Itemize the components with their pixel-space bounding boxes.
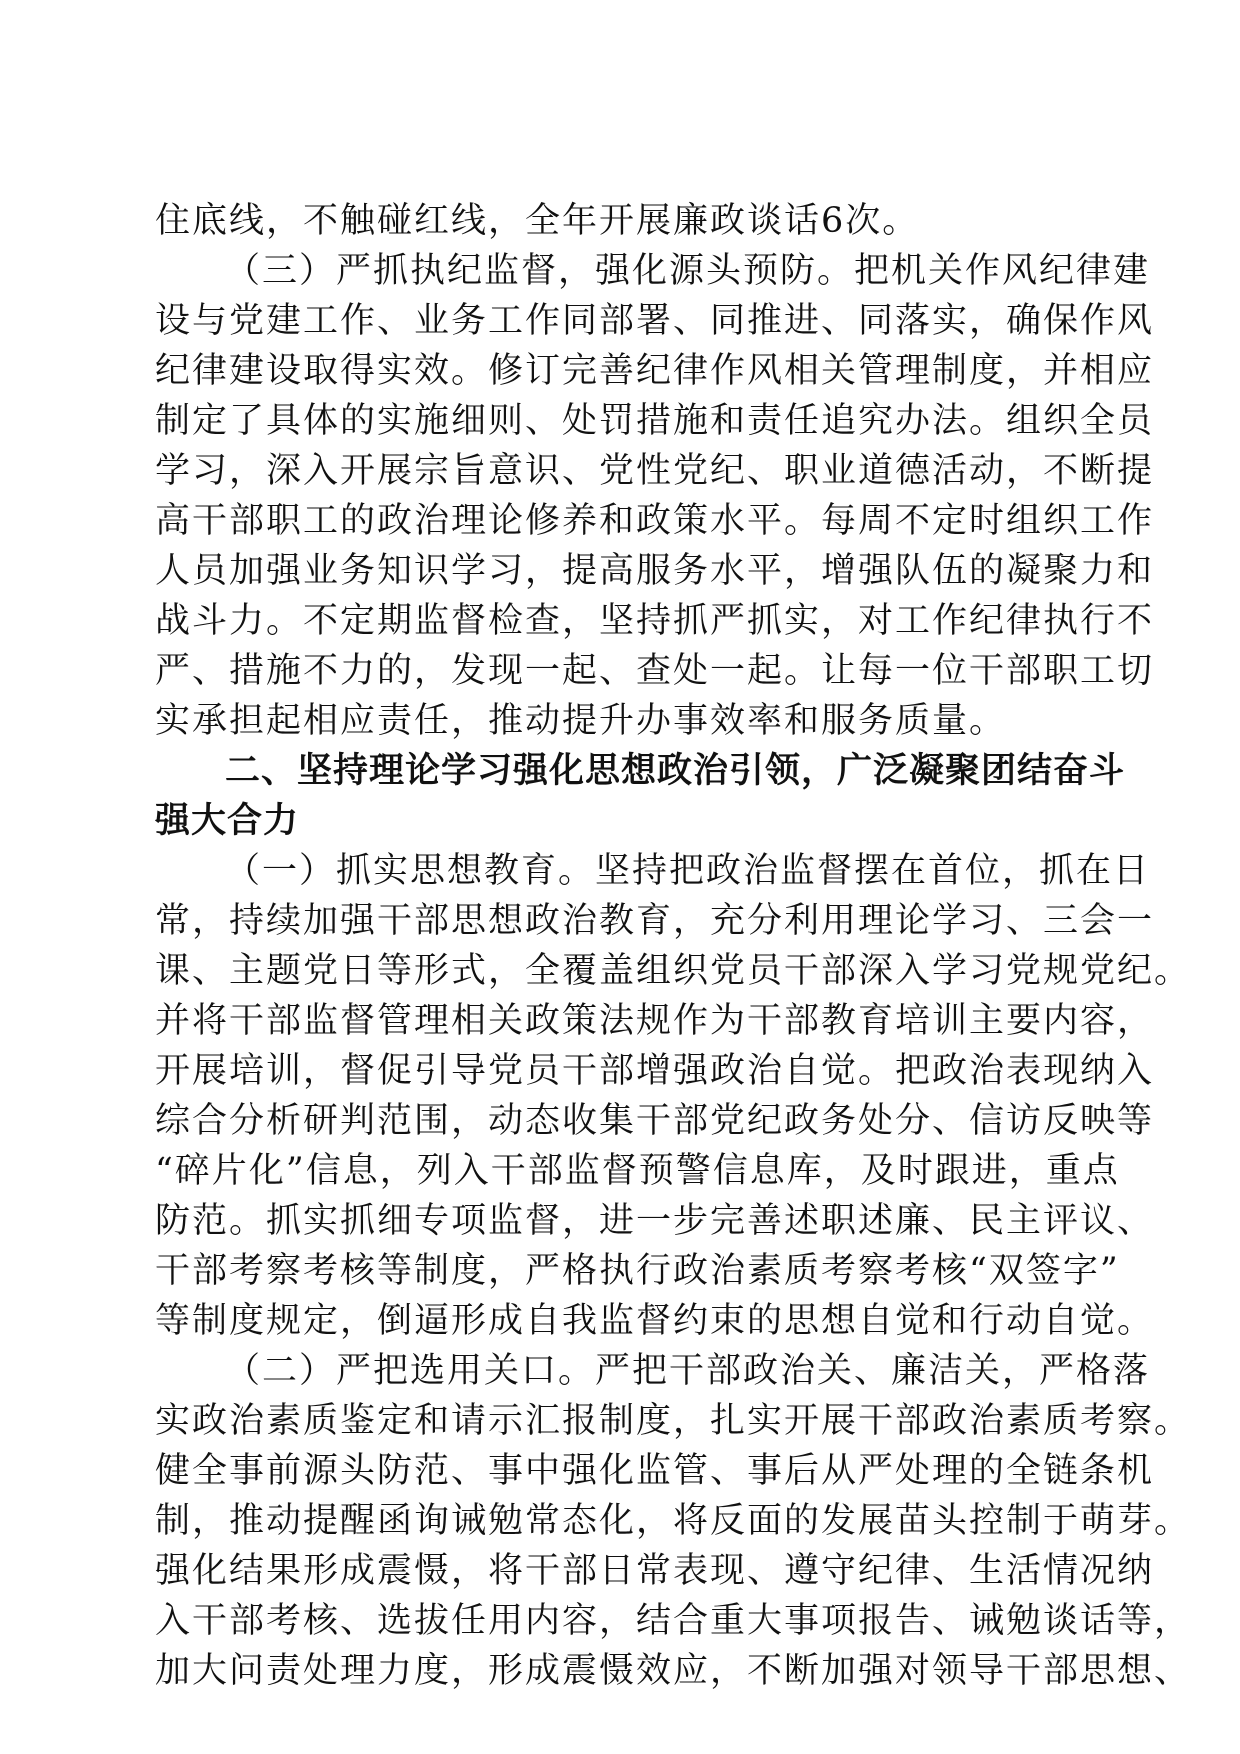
text-line: 开展培训，督促引导党员干部增强政治自觉。把政治表现纳入	[155, 1051, 1155, 1091]
text-line: 常，持续加强干部思想政治教育，充分利用理论学习、三会一	[155, 901, 1155, 941]
text-line: “碎片化”信息，列入干部监督预警信息库，及时跟进，重点	[155, 1151, 1120, 1191]
text-line: 住底线，不触碰红线，全年开展廉政谈话6次。	[155, 201, 920, 241]
paragraph-subsection-2	[155, 1346, 1192, 1696]
section-heading-2	[155, 746, 1126, 846]
document-body	[155, 196, 1192, 1696]
text-line: 防范。抓实抓细专项监督，进一步完善述职述廉、民主评议、	[155, 1201, 1155, 1241]
text-line: 纪律建设取得实效。修订完善纪律作风相关管理制度，并相应	[155, 351, 1155, 391]
text-line: （三）严抓执纪监督，强化源头预防。把机关作风纪律建	[225, 251, 1151, 291]
text-line: 人员加强业务知识学习，提高服务水平，增强队伍的凝聚力和	[155, 551, 1155, 591]
heading-line: 强大合力	[155, 801, 300, 841]
text-line: 战斗力。不定期监督检查，坚持抓严抓实，对工作纪律执行不	[155, 601, 1155, 641]
text-line: 干部考察考核等制度，严格执行政治素质考察考核“双签字”	[155, 1251, 1120, 1291]
text-line: 入干部考核、选拔任用内容，结合重大事项报告、诫勉谈话等，	[155, 1601, 1192, 1641]
text-line: 健全事前源头防范、事中强化监管、事后从严处理的全链条机	[155, 1451, 1155, 1491]
text-line: 制定了具体的实施细则、处罚措施和责任追究办法。组织全员	[155, 401, 1155, 441]
text-line: 综合分析研判范围，动态收集干部党纪政务处分、信访反映等	[155, 1101, 1155, 1141]
text-line: （一）抓实思想教育。坚持把政治监督摆在首位，抓在日	[225, 851, 1151, 891]
text-line: 严、措施不力的，发现一起、查处一起。让每一位干部职工切	[155, 651, 1155, 691]
text-line: 高干部职工的政治理论修养和政策水平。每周不定时组织工作	[155, 501, 1155, 541]
paragraph-section-3	[155, 246, 1155, 746]
text-line: 实政治素质鉴定和请示汇报制度，扎实开展干部政治素质考察。	[155, 1401, 1192, 1441]
text-line: 制，推动提醒函询诫勉常态化，将反面的发展苗头控制于萌芽。	[155, 1501, 1192, 1541]
paragraph-subsection-1	[155, 846, 1192, 1346]
heading-line: 二、坚持理论学习强化思想政治引领，广泛凝聚团结奋斗	[225, 751, 1126, 791]
paragraph-continuation	[155, 196, 1085, 246]
text-line: 设与党建工作、业务工作同部署、同推进、同落实，确保作风	[155, 301, 1155, 341]
text-line: 课、主题党日等形式，全覆盖组织党员干部深入学习党规党纪。	[155, 951, 1192, 991]
text-line: 等制度规定，倒逼形成自我监督约束的思想自觉和行动自觉。	[155, 1301, 1155, 1341]
text-line: 实承担起相应责任，推动提升办事效率和服务质量。	[155, 701, 1007, 741]
text-line: 学习，深入开展宗旨意识、党性党纪、职业道德活动，不断提	[155, 451, 1155, 491]
text-line: 并将干部监督管理相关政策法规作为干部教育培训主要内容，	[155, 1001, 1155, 1041]
text-line: （二）严把选用关口。严把干部政治关、廉洁关，严格落	[225, 1351, 1151, 1391]
text-line: 加大问责处理力度，形成震慑效应，不断加强对领导干部思想、	[155, 1651, 1192, 1691]
text-line: 强化结果形成震慑，将干部日常表现、遵守纪律、生活情况纳	[155, 1551, 1155, 1591]
